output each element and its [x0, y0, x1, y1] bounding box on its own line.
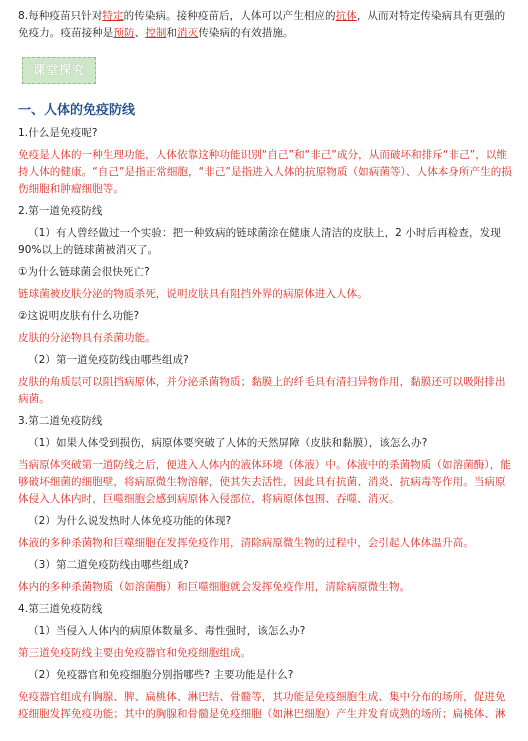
keyword-specific: 特定	[102, 10, 124, 22]
answer-3-1: 当病原体突破第一道防线之后，便进入人体内的液体环境（体液）中。体液中的杀菌物质（如溶菌酶），能够破坏细菌的细胞壁，将病原微生物溶解，使其失去活性，因此具有抗菌、消炎、抗病毒等作用。当病原体侵入人体内时，巨噬细胞会感到病原体入侵部位，将病原体包围、吞噬、消灭。	[18, 459, 511, 505]
question-2-1: （1）有人曾经做过一个实验：把一种致病的链球菌涂在健康人清洁的皮肤上，2 小时后再检查，发现 90%以上的链球菌被消灭了。	[18, 227, 501, 256]
text: ，从而对特定传染病具有更强的免	[18, 10, 506, 39]
question-3-3: （3）第二道免疫防线由哪些组成?	[28, 559, 189, 571]
document-page	[18, 8, 512, 728]
question-3-2: （2）为什么说发热时人体免疫功能的体现?	[28, 515, 232, 527]
section-title: 一、人体的免疫防线	[18, 103, 136, 118]
question-2-1a: ①为什么链球菌会很快死亡?	[18, 266, 150, 278]
question-2-1b: ②这说明皮肤有什么功能?	[18, 310, 140, 322]
answer-2-1a: 链球菌被皮肤分泌的物质杀死，说明皮肤具有阻挡外界的病原体进入人体。	[18, 288, 368, 300]
keyword-control: 控制	[145, 27, 167, 39]
keyword-prevent: 预防	[113, 27, 135, 39]
question-1: 1.什么是免疫呢?	[18, 127, 98, 139]
text: 、	[134, 27, 146, 39]
answer-2-2: 皮肤的角质层可以阻挡病原体，并分泌杀菌物质；黏膜上的纤毛具有清扫异物作用，黏膜还可以吸附排出病菌。	[18, 376, 506, 405]
answer-3-2: 体液的多种杀菌物和巨噬细胞在发挥免疫作用，清除病原微生物的过程中，会引起人体体温升高。	[18, 537, 474, 549]
text: 8.每种疫苗只针对	[18, 10, 103, 22]
text: 和	[166, 27, 178, 39]
answer-4-1: 第三道免疫防线主要由免疫器官和免疫细胞组成。	[18, 647, 252, 659]
answer-4-2: 免疫器官组成有胸腺、脾、扁桃体、淋巴结、骨髓等，其功能是免疫细胞生成、集中分布的场所，促进免疫细胞发挥免疫功能；其中的胸腺和骨髓是免疫细胞（如淋巴细胞）产生并发育成熟的场所；扁桃体、淋	[18, 691, 506, 720]
question-2: 2.第一道免疫防线	[18, 205, 103, 217]
question-4-1: （1）当侵入人体内的病原体数量多、毒性强时，该怎么办?	[28, 625, 306, 637]
answer-1: 免疫是人体的一种生理功能，人体依靠这种功能识别“自己”和“非己”成分，从而破坏和排斥“非己”，以维持人体的健康。“自己”是指正常细胞，“非己”是指进入人体的抗原物质（如病菌等）、人体本身所产生的损伤细胞和肿瘤细胞等。	[18, 149, 512, 195]
question-3: 3.第二道免疫防线	[18, 415, 103, 427]
keyword-eliminate: 消灭	[177, 27, 199, 39]
question-3-1: （1）如果人体受到损伤，病原体要突破了人体的天然屏障（皮肤和黏膜），该怎么办?	[28, 437, 428, 449]
section-badge: 课堂探究	[22, 57, 96, 84]
text: 的传染病。接种疫苗后，人体可以产生相应的	[123, 10, 336, 22]
keyword-antibody: 抗体	[335, 10, 357, 22]
question-2-2: （2）第一道免疫防线由哪些组成?	[28, 354, 189, 366]
question-4: 4.第三道免疫防线	[18, 603, 103, 615]
text: 疫力。疫苗接种是	[28, 27, 114, 39]
answer-3-3: 体内的多种杀菌物质（如溶菌酶）和巨噬细胞就会发挥免疫作用，清除病原微生物。	[18, 581, 411, 593]
answer-2-1b: 皮肤的分泌物具有杀菌功能。	[18, 332, 156, 344]
paragraph-vaccine	[18, 8, 512, 42]
question-4-2: （2）免疫器官和免疫细胞分别指哪些? 主要功能是什么?	[28, 669, 294, 681]
text: 传染病的有效措施。	[198, 27, 294, 39]
